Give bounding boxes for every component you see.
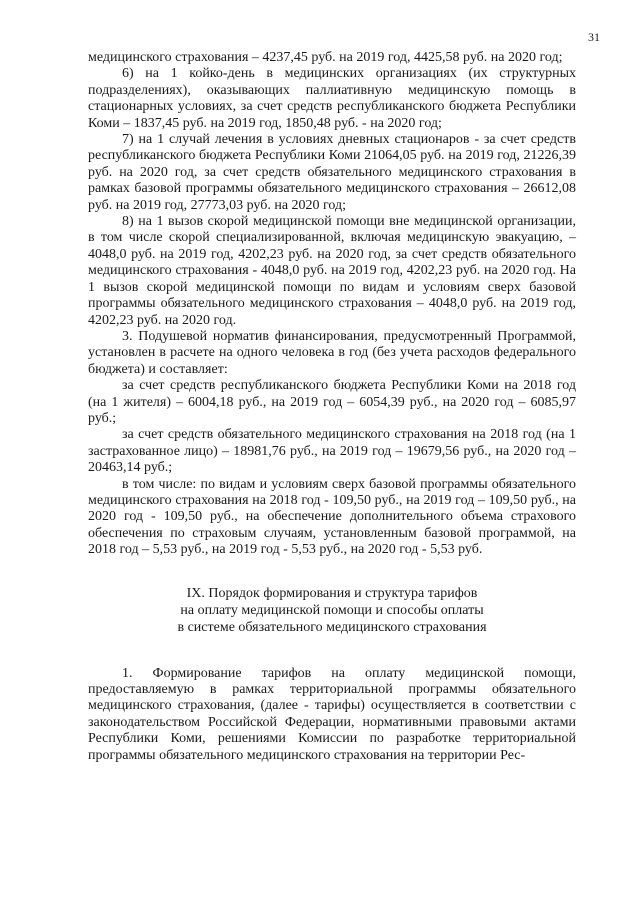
paragraph-item-6: 6) на 1 койко-день в медицинских организациях (их структурных подразделениях), оказывающих паллиативную медицинскую помощь в стационарных условиях, за счет средств республиканского бюджета Республики Коми – 1837,45 руб. на 2019 год, 1850,48 руб. - на 2020 год; bbox=[88, 66, 576, 131]
section-heading-line-2: на оплату медицинской помощи и способы оплаты bbox=[180, 602, 484, 618]
paragraph-republic-budget: за счет средств республиканского бюджета Республики Коми на 2018 год (на 1 жителя) – 6004,18 руб., на 2019 год – 6054,39 руб., на 2020 год – 6085,97 руб.; bbox=[88, 378, 576, 426]
page-number: 31 bbox=[588, 30, 600, 44]
paragraph-tariffs: 1. Формирование тарифов на оплату медицинской помощи, предоставляемую в рамках территориальной программы обязательного медицинского страхования, (далее - тарифы) осуществляется в соответствии с законодательством Российской Федерации, нормативными правовыми актами Республики Коми, решениями Комиссии по разработке территориальной программы обязательного медицинского страхования на территории Рес- bbox=[88, 665, 576, 763]
paragraph-item-8: 8) на 1 вызов скорой медицинской помощи вне медицинской организации, в том числе скорой специализированной, включая медицинскую эвакуацию, – 4048,0 руб. на 2019 год, 4202,23 руб. на 2020 год, за счет средств обязательного медицинского страхования - 4048,0 руб. на 2019 год, 4202,23 руб. на 2020 год. На 1 вызов скорой медицинской помощи по видам и условиям сверх базовой программы обязательного медицинского страхования – 4048,0 руб. на 2019 год, 4202,23 руб. на 2020 год. bbox=[88, 214, 576, 328]
paragraph-including: в том числе: по видам и условиям сверх базовой программы обязательного медицинского страхования на 2018 год - 109,50 руб., на 2019 год – 109,50 руб., на 2020 год - 109,50 руб., на обеспечение дополнительного объема страхового обеспечения по страховым случаям, установленным базовой программой, на 2018 год – 5,53 руб., на 2019 год - 5,53 руб., на 2020 год - 5,53 руб. bbox=[88, 476, 576, 558]
paragraph-section-3: 3. Подушевой норматив финансирования, предусмотренный Программой, установлен в расчете на одного человека в год (без учета расходов федерального бюджета) и составляет: bbox=[88, 328, 576, 377]
section-heading-line-1: IX. Порядок формирования и структура тарифов bbox=[186, 585, 478, 601]
document-body bbox=[88, 50, 576, 764]
section-heading-line-3: в системе обязательного медицинского страхования bbox=[177, 619, 487, 635]
section-heading bbox=[88, 585, 576, 636]
paragraph-continuation: медицинского страхования – 4237,45 руб. на 2019 год, 4425,58 руб. на 2020 год; bbox=[88, 50, 563, 65]
paragraph-item-7: 7) на 1 случай лечения в условиях дневных стационаров - за счет средств республиканского бюджета Республики Коми 21064,05 руб. на 2019 год, 21226,39 руб. на 2020 год, за счет средств обязательного медицинского страхования в рамках базовой программы обязательного медицинского страхования – 26612,08 руб. на 2019 год, 27773,03 руб. на 2020 год; bbox=[88, 132, 576, 213]
paragraph-oms: за счет средств обязательного медицинского страхования на 2018 год (на 1 застрахованное лицо) – 18981,76 руб., на 2019 год – 19679,56 руб., на 2020 год – 20463,14 руб.; bbox=[88, 427, 576, 476]
